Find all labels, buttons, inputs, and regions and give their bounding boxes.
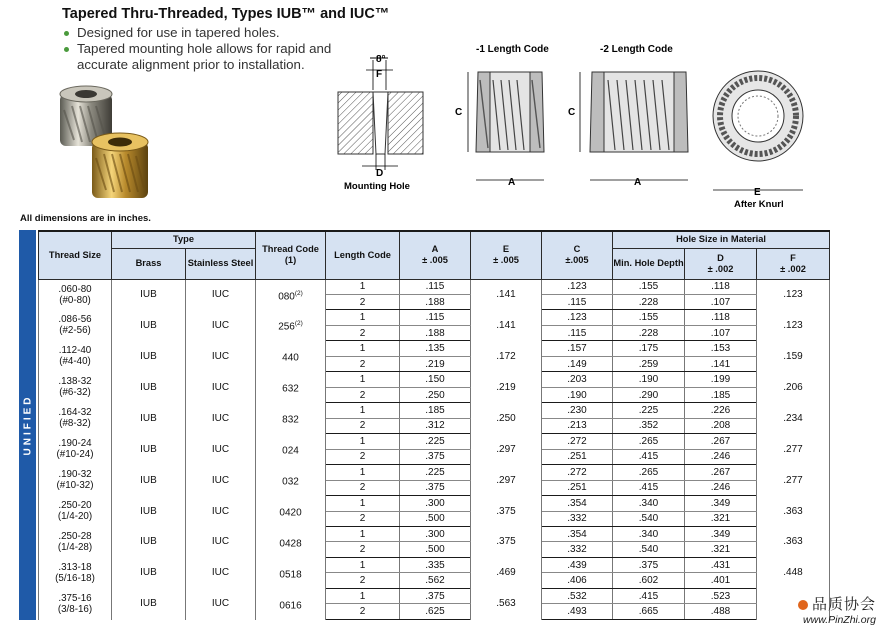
cell-min-depth: .155 [613,310,685,325]
cell-d: .153 [685,341,757,356]
insert-photos [50,80,160,205]
length-2-caption: -2 Length Code [600,44,673,55]
cell-f: .277 [757,465,830,496]
cell-a: .135 [400,341,471,356]
table-row [39,372,830,387]
cell-c: .190 [542,387,613,402]
d-dimension-label: D [376,168,384,179]
sidebar-label: UNIFIED [22,394,33,456]
cell-thread-code: 0428 [256,527,326,558]
cell-d: .267 [685,465,757,480]
header-d: D ± .002 [685,248,757,279]
cell-c: .115 [542,294,613,309]
spec-table [38,230,830,620]
table-row [39,310,830,325]
cell-length-code: 1 [326,557,400,572]
f-dimension-label: F [376,69,383,80]
brass-insert-photo [92,133,148,198]
cell-a: .250 [400,387,471,402]
table-row [39,434,830,449]
cell-c: .115 [542,325,613,340]
cell-thread-code: 256$^{(2)}$ [256,310,326,341]
cell-a: .115 [400,310,471,325]
cell-e: .297 [471,434,542,465]
cell-a: .225 [400,465,471,480]
cell-e: .250 [471,403,542,434]
length-1-caption: -1 Length Code [476,44,549,55]
cell-a: .219 [400,356,471,371]
cell-c: .149 [542,356,613,371]
cell-length-code: 1 [326,403,400,418]
header-e: E ± .005 [471,231,542,279]
header-hole-size: Hole Size in Material [613,231,830,248]
cell-length-code: 2 [326,356,400,371]
cell-length-code: 1 [326,310,400,325]
cell-a: .300 [400,527,471,542]
header-thread-code: Thread Code (1) [256,231,326,279]
cell-min-depth: .190 [613,372,685,387]
cell-d: .321 [685,542,757,557]
cell-length-code: 1 [326,496,400,511]
cell-brass: IUB [112,588,186,619]
cell-a: .188 [400,294,471,309]
cell-length-code: 2 [326,604,400,620]
cell-thread-size: .190-32 (#10-32) [39,465,112,496]
cell-length-code: 2 [326,449,400,464]
cell-brass: IUB [112,310,186,341]
length-1-c-label: C [455,107,463,118]
cell-length-code: 2 [326,418,400,433]
cell-e: .141 [471,279,542,310]
cell-c: .230 [542,403,613,418]
unified-sidebar [19,230,36,620]
table-row [39,279,830,294]
watermark [798,593,876,626]
cell-stainless: IUC [186,341,256,372]
cell-f: .123 [757,279,830,310]
mounting-hole-diagram [338,54,423,192]
cell-c: .332 [542,542,613,557]
cell-thread-size: .250-20 (1/4-20) [39,496,112,527]
length-2-c-label: C [568,107,576,118]
table-row [39,403,830,418]
cell-d: .488 [685,604,757,620]
cell-d: .107 [685,325,757,340]
cell-min-depth: .340 [613,527,685,542]
cell-thread-size: .086-56 (#2-56) [39,310,112,341]
cell-thread-size: .190-24 (#10-24) [39,434,112,465]
cell-brass: IUB [112,434,186,465]
cell-c: .157 [542,341,613,356]
cell-min-depth: .265 [613,434,685,449]
cell-brass: IUB [112,341,186,372]
cell-c: .532 [542,588,613,603]
cell-min-depth: .228 [613,325,685,340]
header-a: A ± .005 [400,231,471,279]
cell-f: .123 [757,310,830,341]
cell-stainless: IUC [186,465,256,496]
cell-min-depth: .225 [613,403,685,418]
cell-stainless: IUC [186,279,256,310]
cell-min-depth: .540 [613,511,685,526]
cell-thread-code: 832 [256,403,326,434]
cell-thread-code: 632 [256,372,326,403]
cell-min-depth: .175 [613,341,685,356]
cell-stainless: IUC [186,403,256,434]
cell-a: .375 [400,480,471,495]
cell-length-code: 1 [326,372,400,387]
watermark-logo-icon [798,600,808,610]
cell-e: .141 [471,310,542,341]
length-1-diagram [455,44,549,188]
cell-a: .562 [400,573,471,588]
cell-c: .272 [542,434,613,449]
cell-min-depth: .665 [613,604,685,620]
header-c: C ±.005 [542,231,613,279]
cell-e: .297 [471,465,542,496]
cell-d: .107 [685,294,757,309]
cell-f: .363 [757,527,830,558]
cell-thread-code: 440 [256,341,326,372]
cell-d: .431 [685,557,757,572]
cell-length-code: 1 [326,465,400,480]
length-2-a-label: A [634,177,642,188]
feature-bullet: Tapered mounting hole allows for rapid and [62,41,331,57]
watermark-text: 品质协会 [811,596,876,613]
cell-d: .321 [685,511,757,526]
cell-min-depth: .602 [613,573,685,588]
cell-thread-size: .250-28 (1/4-28) [39,527,112,558]
cell-e: .375 [471,527,542,558]
cell-a: .375 [400,449,471,464]
cell-c: .439 [542,557,613,572]
cell-length-code: 1 [326,279,400,294]
header-brass: Brass [112,248,186,279]
cell-stainless: IUC [186,310,256,341]
cell-brass: IUB [112,557,186,588]
cell-c: .213 [542,418,613,433]
cell-thread-size: .375-16 (3/8-16) [39,588,112,619]
cell-brass: IUB [112,372,186,403]
cell-c: .251 [542,480,613,495]
cell-d: .185 [685,387,757,402]
cell-min-depth: .155 [613,279,685,294]
cell-d: .246 [685,480,757,495]
page-title: Tapered Thru-Threaded, Types IUB™ and IUC™ [62,6,390,22]
cell-d: .141 [685,356,757,371]
cell-a: .500 [400,542,471,557]
cell-thread-code: 0420 [256,496,326,527]
cell-d: .246 [685,449,757,464]
cell-e: .172 [471,341,542,372]
cell-a: .500 [400,511,471,526]
cell-stainless: IUC [186,588,256,619]
header-type: Type [112,231,256,248]
cell-brass: IUB [112,465,186,496]
cell-length-code: 2 [326,480,400,495]
cell-f: .206 [757,372,830,403]
cell-a: .625 [400,604,471,620]
cell-a: .185 [400,403,471,418]
header-f: F ± .002 [757,248,830,279]
cell-length-code: 1 [326,527,400,542]
cell-min-depth: .259 [613,356,685,371]
cell-a: .312 [400,418,471,433]
cell-c: .493 [542,604,613,620]
cell-d: .118 [685,310,757,325]
table-row [39,527,830,542]
cell-length-code: 1 [326,341,400,356]
table-row [39,496,830,511]
mounting-hole-caption: Mounting Hole [344,181,410,192]
cell-d: .401 [685,573,757,588]
cell-c: .203 [542,372,613,387]
cell-length-code: 2 [326,387,400,402]
table-body [39,279,830,620]
cell-thread-code: 080$^{(2)}$ [256,279,326,310]
cell-d: .208 [685,418,757,433]
cell-stainless: IUC [186,527,256,558]
cell-a: .375 [400,588,471,603]
cell-brass: IUB [112,279,186,310]
cell-d: .349 [685,527,757,542]
cell-a: .300 [400,496,471,511]
cell-stainless: IUC [186,372,256,403]
cell-length-code: 2 [326,573,400,588]
table-row [39,341,830,356]
cell-f: .159 [757,341,830,372]
cell-c: .123 [542,279,613,294]
cell-min-depth: .415 [613,449,685,464]
cell-d: .349 [685,496,757,511]
cell-f: .277 [757,434,830,465]
cell-thread-size: .313-18 (5/16-18) [39,557,112,588]
cell-thread-code: 0616 [256,588,326,619]
cell-d: .118 [685,279,757,294]
cell-c: .123 [542,310,613,325]
feature-bullet-continuation: accurate alignment prior to installation. [77,57,305,72]
cell-length-code: 1 [326,588,400,603]
cell-c: .332 [542,511,613,526]
header-length-code: Length Code [326,231,400,279]
cell-length-code: 2 [326,511,400,526]
cell-min-depth: .415 [613,480,685,495]
cell-length-code: 1 [326,434,400,449]
cell-e: .375 [471,496,542,527]
cell-thread-size: .112-40 (#4-40) [39,341,112,372]
cell-e: .469 [471,557,542,588]
cell-f: .234 [757,403,830,434]
cell-a: .225 [400,434,471,449]
cell-length-code: 2 [326,542,400,557]
table-row [39,465,830,480]
cell-min-depth: .352 [613,418,685,433]
cell-brass: IUB [112,496,186,527]
after-knurl-diagram [713,71,803,210]
cell-c: .406 [542,573,613,588]
cell-e: .563 [471,588,542,619]
watermark-url: www.PinZhi.org [803,614,876,626]
cell-min-depth: .415 [613,588,685,603]
cell-d: .199 [685,372,757,387]
cell-min-depth: .228 [613,294,685,309]
cell-d: .523 [685,588,757,603]
cell-min-depth: .540 [613,542,685,557]
cell-c: .354 [542,496,613,511]
cell-stainless: IUC [186,557,256,588]
cell-min-depth: .265 [613,465,685,480]
feature-bullet: Designed for use in tapered holes. [62,25,331,41]
cell-a: .115 [400,279,471,294]
cell-min-depth: .290 [613,387,685,402]
cell-thread-code: 0518 [256,557,326,588]
cell-length-code: 2 [326,294,400,309]
cell-thread-size: .060-80 (#0-80) [39,279,112,310]
cell-d: .226 [685,403,757,418]
length-1-a-label: A [508,177,516,188]
after-knurl-caption: After Knurl [734,199,784,210]
cell-length-code: 2 [326,325,400,340]
cell-d: .267 [685,434,757,449]
cell-min-depth: .375 [613,557,685,572]
feature-list [62,25,331,73]
technical-diagrams [330,40,830,212]
table-row [39,557,830,572]
header-thread-size: Thread Size [39,231,112,279]
cell-brass: IUB [112,403,186,434]
header-stainless: Stainless Steel [186,248,256,279]
angle-label: 8° [376,54,386,65]
cell-f: .448 [757,557,830,588]
cell-stainless: IUC [186,496,256,527]
cell-c: .272 [542,465,613,480]
cell-brass: IUB [112,527,186,558]
e-dimension-label: E [754,187,761,198]
cell-a: .335 [400,557,471,572]
header-min-depth: Min. Hole Depth [613,248,685,279]
cell-thread-code: 024 [256,434,326,465]
length-2-diagram [568,44,688,188]
cell-e: .219 [471,372,542,403]
cell-stainless: IUC [186,434,256,465]
cell-a: .188 [400,325,471,340]
cell-c: .354 [542,527,613,542]
dimensions-note: All dimensions are in inches. [20,213,151,224]
table-row [39,588,830,603]
cell-min-depth: .340 [613,496,685,511]
cell-f: .363 [757,496,830,527]
cell-thread-size: .164-32 (#8-32) [39,403,112,434]
cell-c: .251 [542,449,613,464]
cell-a: .150 [400,372,471,387]
cell-thread-code: 032 [256,465,326,496]
cell-thread-size: .138-32 (#6-32) [39,372,112,403]
